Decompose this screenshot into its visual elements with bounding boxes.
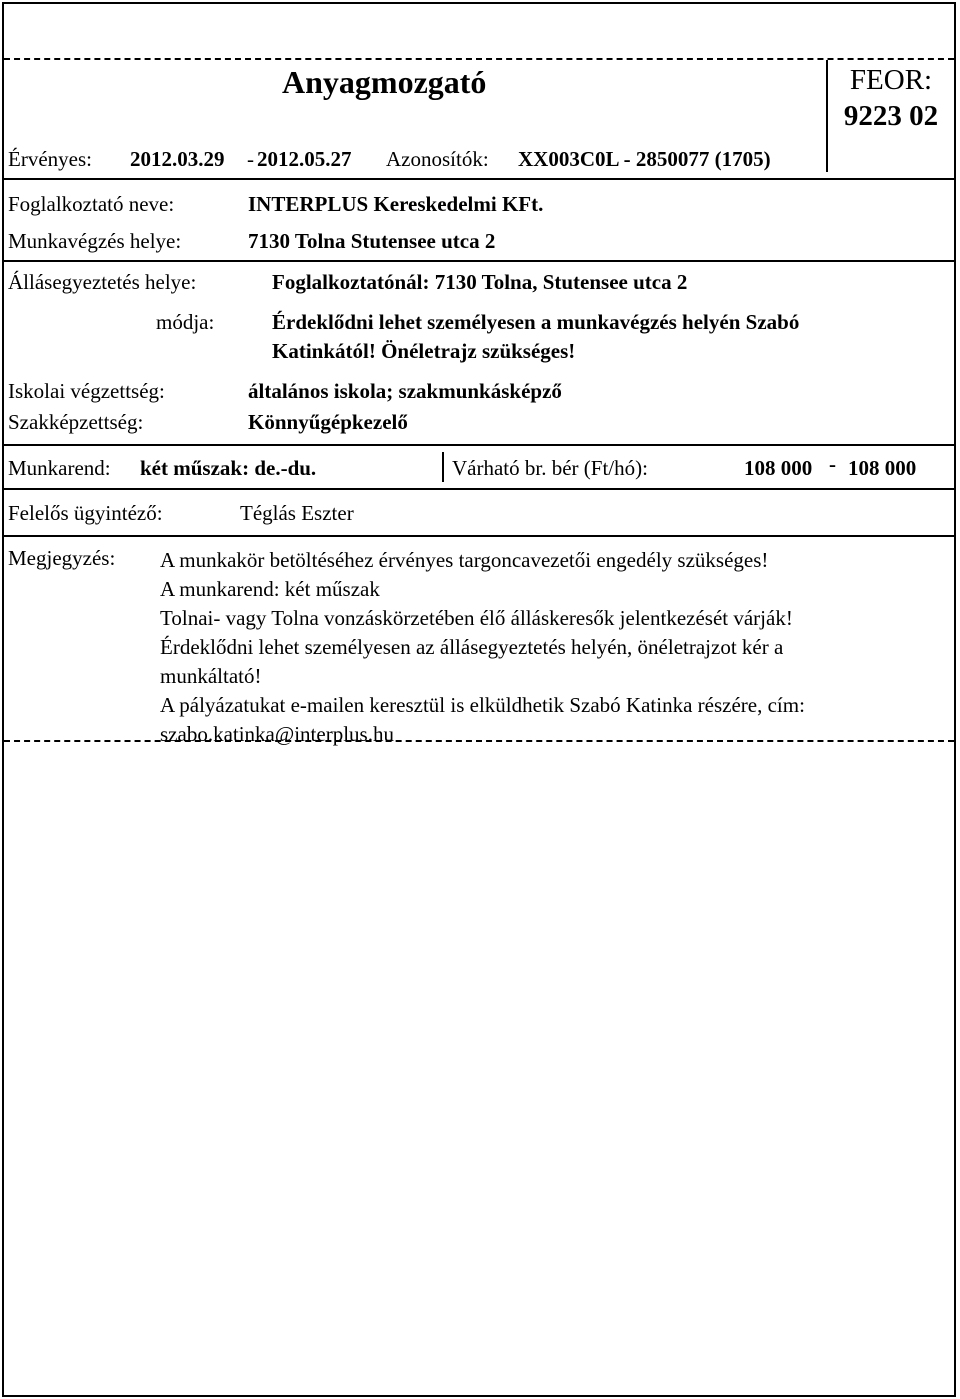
divider-3 <box>4 444 954 446</box>
school-value: általános iskola; szakmunkásképző <box>248 379 562 403</box>
vocational-label: Szakképzettség: <box>8 410 144 434</box>
interview-method-label: módja: <box>156 310 215 334</box>
employer-name-label: Foglalkoztató neve: <box>8 192 175 216</box>
divider-4 <box>4 488 954 490</box>
divider-1 <box>4 178 954 180</box>
valid-from: 2012.03.29 <box>130 147 225 171</box>
salary-min: 108 000 <box>744 456 813 480</box>
salary-divider <box>442 452 444 482</box>
employer-name-value: INTERPLUS Kereskedelmi KFt. <box>248 192 544 216</box>
page-frame-top <box>2 2 956 4</box>
cut-line-bottom <box>4 740 954 742</box>
vocational-value: Könnyűgépkezelő <box>248 410 408 434</box>
ids-label: Azonosítók: <box>386 147 489 171</box>
divider-2 <box>4 260 954 262</box>
workplace-value: 7130 Tolna Stutensee utca 2 <box>248 229 496 253</box>
valid-label: Érvényes: <box>8 147 92 171</box>
page-frame-bottom <box>2 1395 956 1397</box>
interview-place-label: Állásegyeztetés helye: <box>8 270 197 294</box>
contact-label: Felelős ügyintéző: <box>8 501 163 525</box>
ids-value: XX003C0L - 2850077 (1705) <box>518 147 771 171</box>
salary-separator: - <box>829 452 836 476</box>
valid-to: 2012.05.27 <box>257 147 352 171</box>
feor-label: FEOR: <box>849 64 933 96</box>
notes-label: Megjegyzés: <box>8 546 116 570</box>
interview-method-line2: Katinkától! Önéletrajz szükséges! <box>272 339 576 363</box>
notes-line: munkáltató! <box>160 664 262 688</box>
notes-line: A pályázatukat e-mailen keresztül is elküldhetik Szabó Katinka részére, cím: <box>160 693 805 717</box>
page-frame-right <box>954 2 956 1397</box>
notes-line: Érdeklődni lehet személyesen az állásegyeztetés helyén, önéletrajzot kér a <box>160 635 784 659</box>
notes-line: A munkarend: két műszak <box>160 577 380 601</box>
school-label: Iskolai végzettség: <box>8 379 165 403</box>
notes-body <box>160 546 940 749</box>
valid-separator: - <box>247 147 254 171</box>
interview-place-value: Foglalkoztatónál: 7130 Tolna, Stutensee utca 2 <box>272 270 688 294</box>
page-frame-left <box>2 2 4 1397</box>
cut-line-top <box>4 58 954 60</box>
contact-value: Téglás Eszter <box>240 501 354 525</box>
schedule-label: Munkarend: <box>8 456 111 480</box>
notes-line: Tolnai- vagy Tolna vonzáskörzetében élő álláskeresők jelentkezését várják! <box>160 606 793 630</box>
salary-max: 108 000 <box>848 456 917 480</box>
feor-code: 9223 02 <box>843 100 939 132</box>
workplace-label: Munkavégzés helye: <box>8 229 182 253</box>
interview-method-line1: Érdeklődni lehet személyesen a munkavégzés helyén Szabó <box>272 310 800 334</box>
job-title: Anyagmozgató <box>282 64 487 100</box>
notes-line: szabo.katinka@interplus.hu <box>160 722 394 746</box>
salary-label: Várható br. bér (Ft/hó): <box>452 456 648 480</box>
notes-line: A munkakör betöltéséhez érvényes targoncavezetői engedély szükséges! <box>160 548 769 572</box>
schedule-value: két műszak: de.-du. <box>140 456 317 480</box>
divider-5 <box>4 535 954 537</box>
